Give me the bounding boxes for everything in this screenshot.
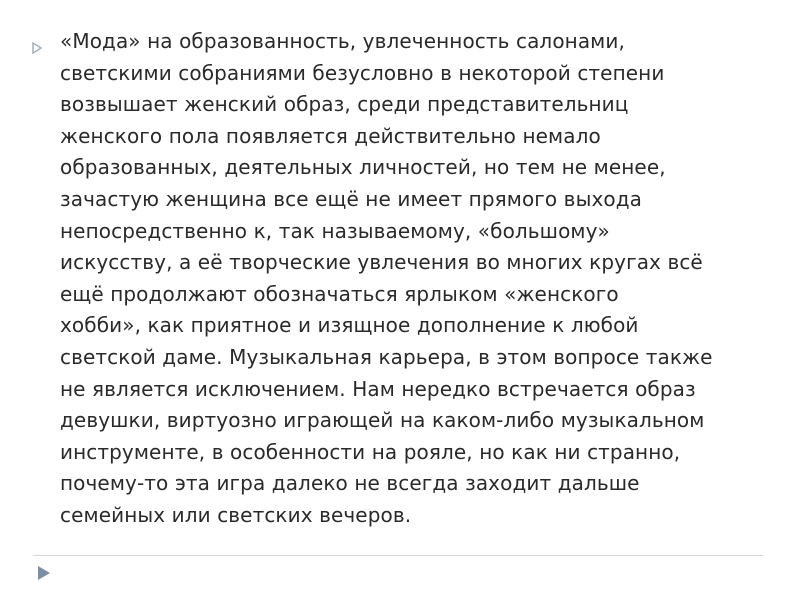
text-line: непосредственно к, так называемому, «большому» [60,218,610,243]
footer-divider [33,555,763,556]
triangle-arrow-icon [37,565,51,581]
text-line: образованных, деятельных личностей, но тем не менее, [60,155,666,180]
text-line: зачастую женщина все ещё не имеет прямого выхода [60,186,643,211]
text-line: искусству, а её творческие увлечения во многих кругах всё [60,250,703,275]
text-line: девушки, виртуозно играющей на каком-либо музыкальном [60,408,705,433]
text-line: хобби», как приятное и изящное дополнение к любой [60,313,639,338]
hollow-triangle-bullet-icon [32,42,44,56]
text-line: инструменте, в особенности на рояле, но как ни странно, [60,439,681,464]
text-line: светской даме. Музыкальная карьера, в этом вопросе также [60,344,713,369]
paragraph-text [60,26,772,532]
text-line: возвышает женский образ, среди представительниц [60,92,629,117]
text-line: светскими собраниями безусловно в некоторой степени [60,60,665,85]
text-line: ещё продолжают обозначаться ярлыком «женского [60,281,619,306]
text-line: семейных или светских вечеров. [60,502,412,527]
text-line: женского пола появляется действительно немало [60,123,601,148]
text-line: «Мода» на образованность, увлеченность салонами, [60,29,625,53]
text-line: не является исключением. Нам нередко встречается образ [60,376,696,401]
text-line: почему-то эта игра далеко не всегда заходит дальше [60,471,640,496]
